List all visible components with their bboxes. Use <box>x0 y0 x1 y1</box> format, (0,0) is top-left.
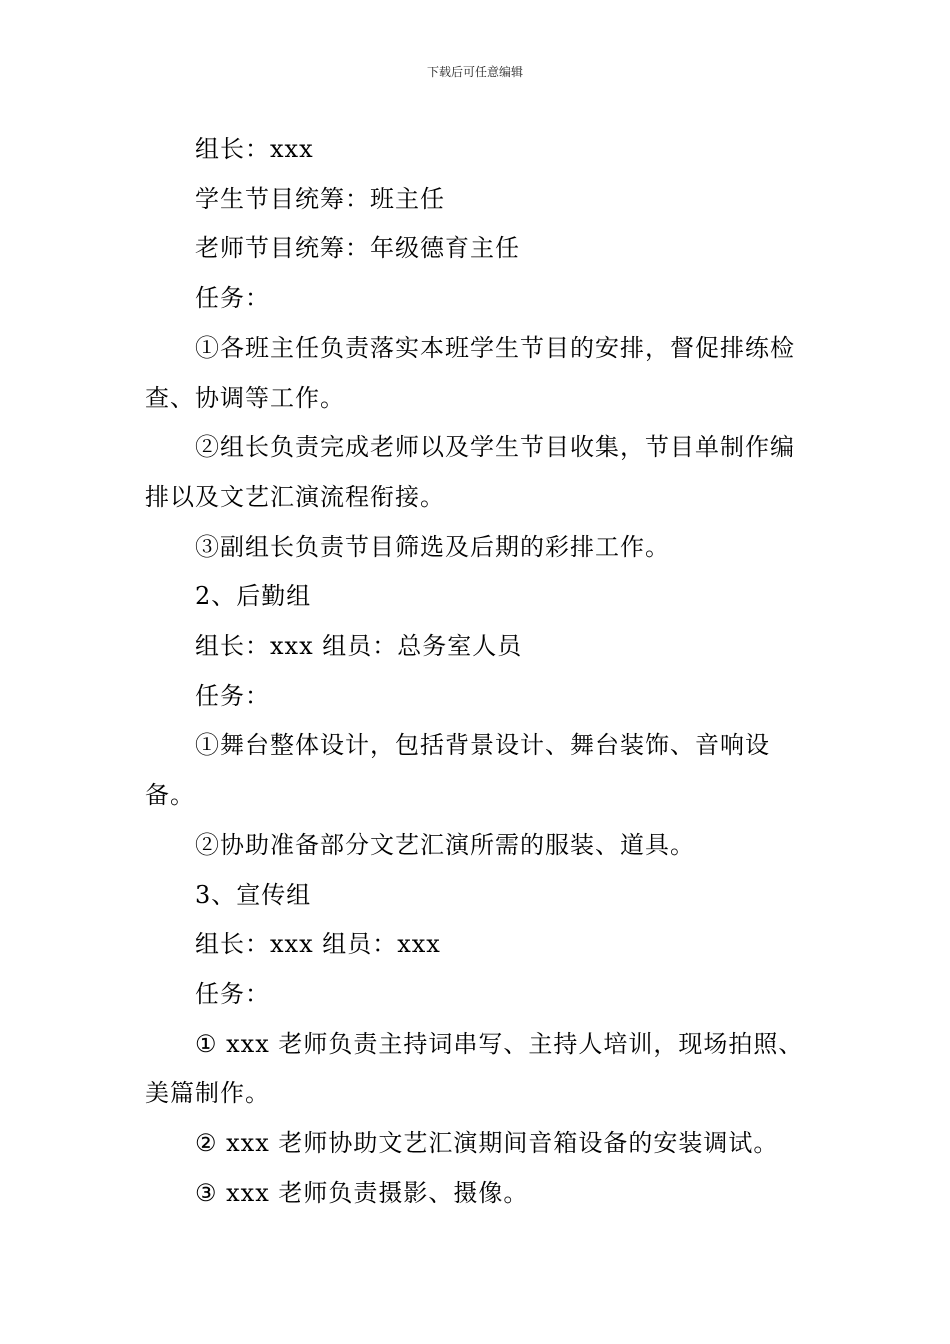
paragraph-tasks-heading: 任务： <box>195 681 270 710</box>
paragraph-student-program-coordinator: 学生节目统筹：班主任 <box>195 184 445 213</box>
paragraph-task-item: ②组长负责完成老师以及学生节目收集，节目单制作编排以及文艺汇演流程衔接。 <box>145 433 795 511</box>
paragraph-task-item: ①各班主任负责落实本班学生节目的安排，督促排练检查、协调等工作。 <box>145 333 795 412</box>
paragraph-task-item: ① xxx 老师负责主持词串写、主持人培训，现场拍照、美篇制作。 <box>145 1029 804 1108</box>
paragraph-task-item: ③ xxx 老师负责摄影、摄像。 <box>195 1178 529 1207</box>
paragraph-tasks-heading: 任务： <box>195 284 270 313</box>
document-body <box>145 125 810 1218</box>
paragraph-teacher-program-coordinator: 老师节目统筹：年级德育主任 <box>195 234 520 263</box>
paragraph-task-item: ③副组长负责节目筛选及后期的彩排工作。 <box>195 532 670 561</box>
paragraph-leader: 组长：xxx <box>195 135 314 163</box>
paragraph-logistics-members: 组长：xxx 组员：总务室人员 <box>195 632 523 661</box>
paragraph-section-publicity: 3、宣传组 <box>195 880 312 909</box>
paragraph-task-item: ② xxx 老师协助文艺汇演期间音箱设备的安装调试。 <box>195 1129 779 1158</box>
paragraph-publicity-members: 组长：xxx 组员：xxx <box>195 930 441 959</box>
paragraph-tasks-heading: 任务： <box>195 979 270 1008</box>
paragraph-section-logistics: 2、后勤组 <box>195 582 312 611</box>
paragraph-task-item: ①舞台整体设计，包括背景设计、舞台装饰、音响设备。 <box>145 731 770 810</box>
paragraph-task-item: ②协助准备部分文艺汇演所需的服装、道具。 <box>195 830 695 859</box>
page-header-note: 下载后可任意编辑 <box>426 65 523 79</box>
